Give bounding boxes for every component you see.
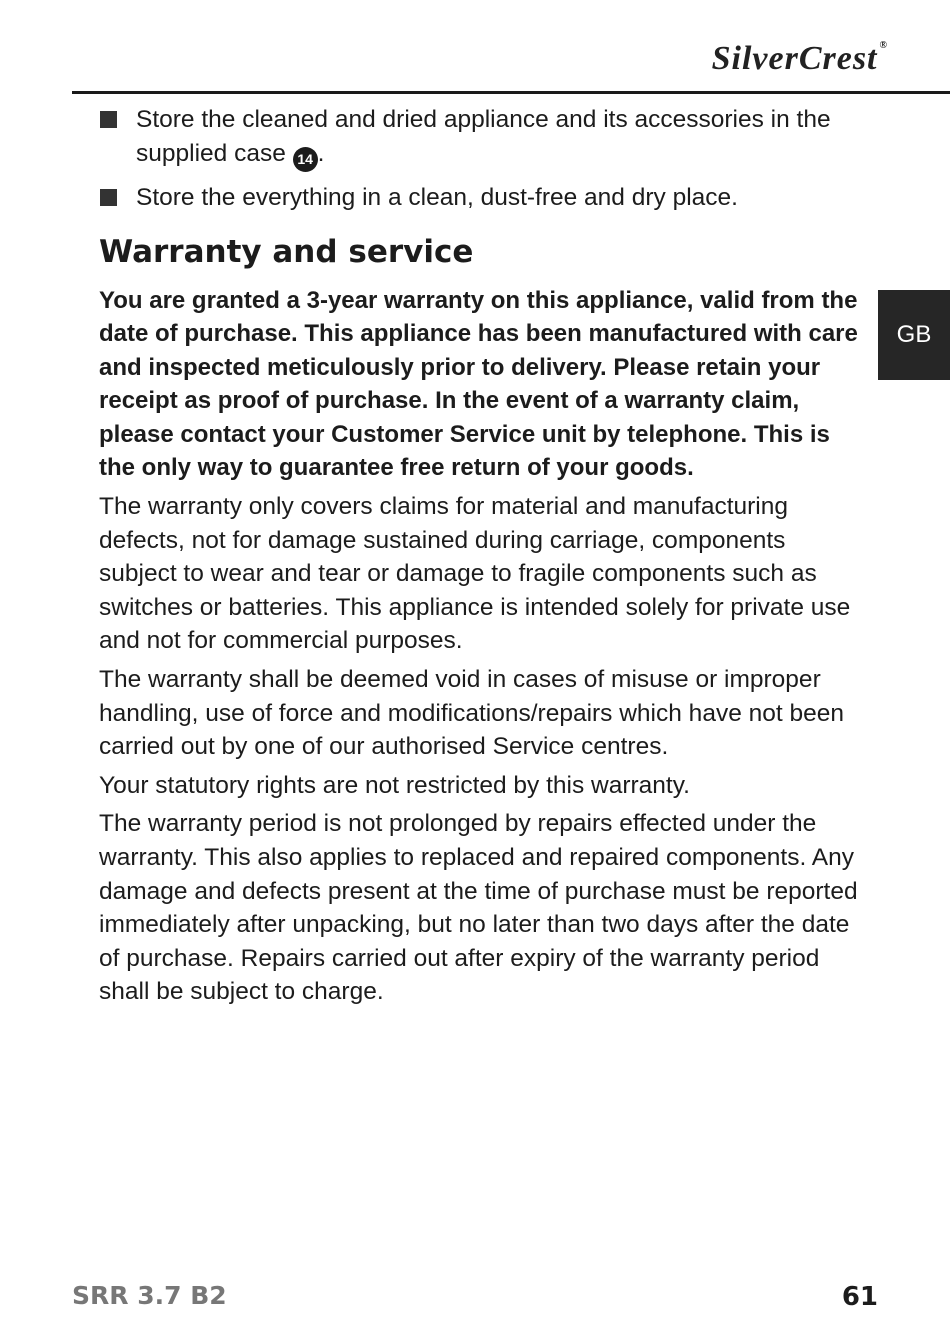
reference-number-badge: 14 xyxy=(293,147,318,172)
brand-logo xyxy=(712,40,888,78)
bullet-item xyxy=(99,103,859,172)
footer-model: SRR 3.7 B2 xyxy=(72,1281,227,1310)
body-paragraph: The warranty only covers claims for material and manufacturing defects, not for damage sustained during carriage, components subject to wear and tear or damage to fragile components such as switches or batteries. This appliance is intended solely for private use and not for commercial purposes. xyxy=(99,493,851,655)
registered-mark: ® xyxy=(879,40,888,51)
section-title: Warranty and service xyxy=(99,233,474,270)
bullet-square-icon xyxy=(100,111,117,128)
body-paragraph: The warranty shall be deemed void in cases of misuse or improper handling, use of force and modifications/repairs which have not been carried out by one of our authorised Service centres. xyxy=(99,666,844,761)
bullet-square-icon xyxy=(100,189,117,206)
language-tab-label: GB xyxy=(896,321,932,348)
bullet-text-end: . xyxy=(317,140,325,167)
page-content xyxy=(99,103,859,1014)
bullet-item xyxy=(99,181,859,215)
lead-paragraph: You are granted a 3-year warranty on this appliance, valid from the date of purchase. This appliance has been manufactured with care and inspected meticulously prior to delivery. Please retain your receipt as proof of purchase. In the event of a warranty claim, please contact your Customer Service unit by telephone. This is the only way to guarantee free return of your goods. xyxy=(99,286,858,482)
body-paragraph: Your statutory rights are not restricted by this warranty. xyxy=(99,771,690,799)
body-paragraph: The warranty period is not prolonged by repairs effected under the warranty. This also applies to replaced and repaired components. Any damage and defects present at the time of purchase must be reported immediately after unpacking, but no later than two days after the date of purchase. Repairs carried out after expiry of the warranty period shall be subject to charge. xyxy=(99,810,858,1006)
brand-name: SilverCrest xyxy=(711,40,878,77)
language-tab xyxy=(878,290,950,380)
page-number: 61 xyxy=(841,1282,878,1312)
bullet-text: Store the cleaned and dried appliance and its accessories in the supplied case xyxy=(136,106,831,167)
header-rule xyxy=(72,91,950,94)
bullet-text: Store the everything in a clean, dust-free and dry place. xyxy=(136,183,738,211)
